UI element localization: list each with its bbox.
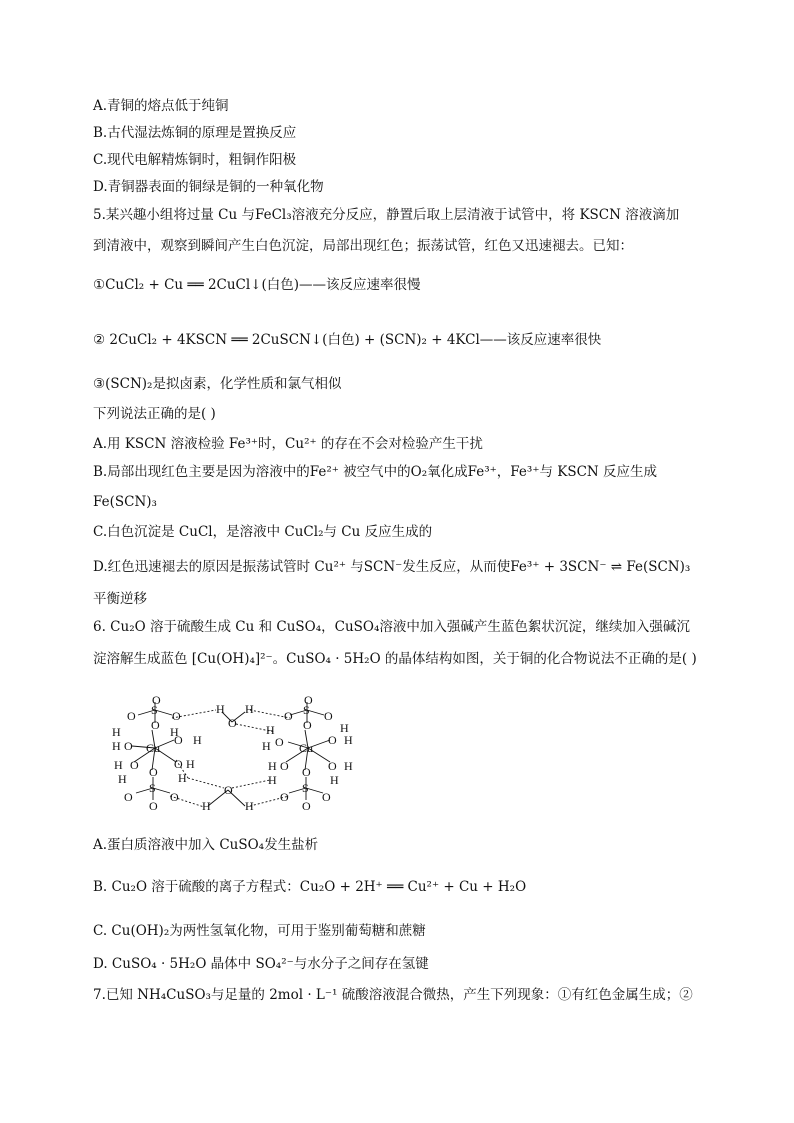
atom-label: S	[149, 781, 156, 795]
atom-label: O	[324, 709, 333, 723]
q6-option-d: D. CuSO₄ · 5H₂O 晶体中 SO₄²⁻与水分子之间存在氢键	[93, 956, 429, 972]
atom-label: H	[112, 725, 121, 739]
atom-label: H	[216, 702, 225, 716]
atom-label: H	[118, 772, 127, 786]
q6-stem-line-1: 6. Cu₂O 溶于硫酸生成 Cu 和 CuSO₄，CuSO₄溶液中加入强碱产生蓝色絮状沉淀，继续加入强碱沉	[93, 619, 690, 635]
q5-option-c: C.白色沉淀是 CuCl，是溶液中 CuCl₂与 Cu 反应生成的	[93, 524, 433, 540]
atom-label: O	[228, 716, 237, 730]
atom-label: H	[268, 759, 277, 773]
atom-label: O	[224, 783, 233, 797]
atom-label: H	[202, 799, 211, 813]
atom-label: H	[340, 721, 349, 735]
q5-option-b-line-1: B.局部出现红色主要是因为溶液中的Fe²⁺ 被空气中的O₂氧化成Fe³⁺，Fe³⁺与 KSCN 反应生成	[93, 464, 658, 480]
q5-known-1: ①CuCl₂ + Cu ══ 2CuCl↓(白色)——该反应速率很慢	[93, 277, 421, 293]
atom-label: O	[280, 759, 289, 773]
atom-label: O	[172, 709, 181, 723]
atom-label: H	[170, 725, 179, 739]
atom-label: O	[322, 790, 331, 804]
atom-label: H	[178, 771, 187, 785]
atom-label: O	[152, 693, 161, 707]
q4-option-a: A.青铜的熔点低于纯铜	[93, 98, 229, 114]
q5-option-d-line-2: 平衡逆移	[93, 591, 147, 607]
crystal-structure-figure	[100, 680, 380, 815]
atom-label: O	[303, 718, 312, 732]
atom-label: O	[275, 735, 284, 749]
q6-option-a: A.蛋白质溶液中加入 CuSO₄发生盐析	[93, 837, 319, 853]
atom-label: O	[130, 758, 139, 772]
q5-stem-line-2: 到清液中，观察到瞬间产生白色沉淀，局部出现红色；振荡试管，红色又迅速褪去。已知：	[93, 238, 633, 254]
q6-stem-line-2: 淀溶解生成蓝色 [Cu(OH)₄]²⁻。CuSO₄ · 5H₂O 的晶体结构如图，关于铜的化合物说法不正确的是( )	[93, 651, 697, 667]
atom-label: H	[186, 757, 195, 771]
atom-label: S	[303, 703, 310, 717]
atom-label: O	[127, 709, 136, 723]
atom-label: O	[280, 790, 289, 804]
atom-label: O	[328, 759, 337, 773]
atom-label: H	[245, 702, 254, 716]
atom-label: O	[174, 757, 183, 771]
atom-label: O	[328, 733, 337, 747]
atom-label: O	[304, 693, 313, 707]
q5-option-d-line-1: D.红色迅速褪去的原因是振荡试管时 Cu²⁺ 与SCN⁻发生反应，从而使Fe³⁺ + 3SCN⁻ ⇌ Fe(SCN)₃	[93, 559, 691, 575]
atom-label: S	[151, 703, 158, 717]
atom-label: O	[124, 739, 133, 753]
atom-label: H	[245, 799, 254, 813]
atom-label: H	[112, 739, 121, 753]
q4-option-c: C.现代电解精炼铜时，粗铜作阳极	[93, 152, 297, 168]
atom-label: H	[266, 723, 275, 737]
atom-label: H	[344, 733, 353, 747]
q4-option-d: D.青铜器表面的铜绿是铜的一种氧化物	[93, 179, 324, 195]
atom-label: O	[124, 790, 133, 804]
atom-label: H	[193, 733, 202, 747]
atom-label: S	[302, 781, 309, 795]
atom-label: O	[149, 799, 158, 813]
atom-label: O	[284, 709, 293, 723]
atom-label: H	[114, 758, 123, 772]
atom-label: Cu	[146, 741, 161, 755]
q5-option-a: A.用 KSCN 溶液检验 Fe³⁺时，Cu²⁺ 的存在不会对检验产生干扰	[93, 436, 483, 452]
q7-stem-line-1: 7.已知 NH₄CuSO₃与足量的 2mol · L⁻¹ 硫酸溶液混合微热，产生下列现象：①有红色金属生成；②	[93, 987, 693, 1003]
q5-known-3: ③(SCN)₂是拟卤素，化学性质和氯气相似	[93, 376, 342, 392]
atom-label: O	[302, 799, 311, 813]
q5-option-b-line-2: Fe(SCN)₃	[93, 494, 157, 510]
atom-label: H	[344, 759, 353, 773]
q5-known-2: ② 2CuCl₂ + 4KSCN ══ 2CuSCN↓(白色) + (SCN)₂ + 4KCl——该反应速率很快	[93, 332, 602, 348]
atom-label: O	[174, 733, 183, 747]
atom-label: O	[302, 765, 311, 779]
q6-option-b: B. Cu₂O 溶于硫酸的离子方程式：Cu₂O + 2H⁺ ══ Cu²⁺ + Cu + H₂O	[93, 879, 527, 895]
q5-question: 下列说法正确的是( )	[93, 406, 216, 422]
q6-option-c: C. Cu(OH)₂为两性氢氧化物，可用于鉴别葡萄糖和蔗糖	[93, 923, 426, 939]
atom-label: H	[268, 773, 277, 787]
q4-option-b: B.古代湿法炼铜的原理是置换反应	[93, 125, 297, 141]
atom-label: O	[149, 765, 158, 779]
atom-label: H	[330, 773, 339, 787]
atom-label: Cu	[299, 741, 314, 755]
atom-label: O	[151, 718, 160, 732]
atom-label: O	[170, 790, 179, 804]
atom-label: H	[262, 739, 271, 753]
q5-stem-line-1: 5.某兴趣小组将过量 Cu 与FeCl₃溶液充分反应，静置后取上层清液于试管中，将 KSCN 溶液滴加	[93, 207, 680, 223]
